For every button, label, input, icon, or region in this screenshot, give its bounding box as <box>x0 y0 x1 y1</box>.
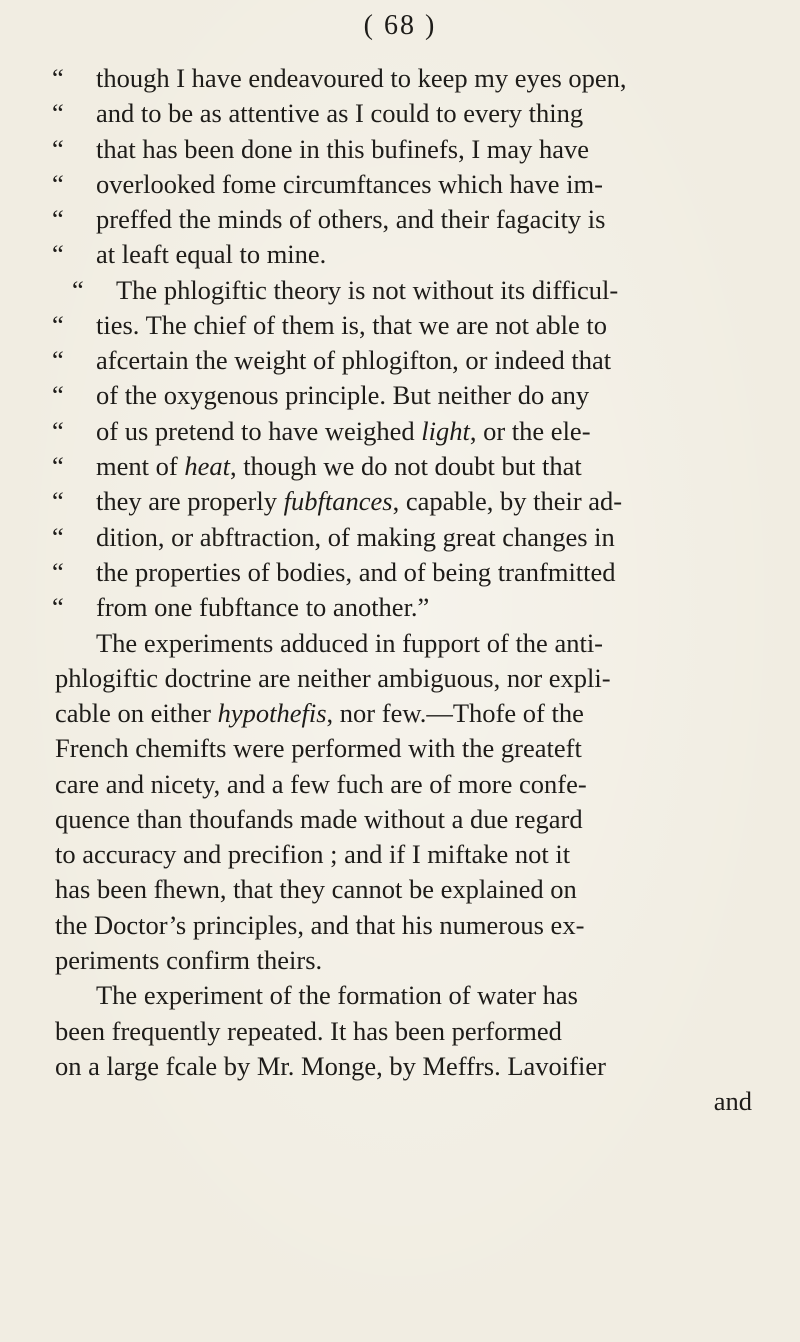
line-text: the Doctor’s principles, and that his numerous ex- <box>55 910 585 940</box>
text-line <box>0 411 800 451</box>
line-text: that has been done in this bufinefs, I may have <box>96 134 590 164</box>
open-quote: “ <box>52 239 64 269</box>
line-text: ties. The chief of them is, that we are not able to <box>96 310 607 340</box>
line-text: preffed the minds of others, and their fagacity is <box>96 204 606 234</box>
text-line <box>0 199 800 239</box>
text-line <box>0 658 800 698</box>
line-text: been frequently repeated. It has been performed <box>55 1016 562 1046</box>
open-quote: “ <box>72 275 84 305</box>
line-text: to accuracy and precifion ; and if I miftake not it <box>55 839 571 869</box>
text-line <box>0 587 800 627</box>
text-line <box>0 834 800 874</box>
text-line <box>0 693 800 733</box>
line-text: on a large fcale by Mr. Monge, by Meffrs. Lavoifier <box>55 1051 606 1081</box>
text-line <box>0 375 800 415</box>
text-line <box>0 1046 800 1086</box>
line-text: has been fhewn, that they cannot be explained on <box>55 874 577 904</box>
line-text: quence than thoufands made without a due regard <box>55 804 583 834</box>
text-line <box>0 234 800 274</box>
line-text: overlooked fome circumftances which have im- <box>96 169 603 199</box>
line-text: and to be as attentive as I could to every thing <box>96 98 584 128</box>
text-line <box>0 940 800 980</box>
open-quote: “ <box>52 522 64 552</box>
line-text: from one fubftance to another.” <box>96 592 430 622</box>
line-text: dition, or abftraction, of making great changes in <box>96 522 615 552</box>
text-line <box>0 764 800 804</box>
line-text: French chemifts were performed with the greateft <box>55 733 582 763</box>
page-number-header: ( 68 ) <box>363 10 437 41</box>
open-quote: “ <box>52 557 64 587</box>
text-line <box>0 517 800 557</box>
text-line <box>0 728 800 768</box>
text-line <box>0 481 800 521</box>
open-quote: “ <box>52 134 64 164</box>
italic-word: heat <box>184 451 230 481</box>
open-quote: “ <box>52 98 64 128</box>
line-text: periments confirm theirs. <box>55 945 323 975</box>
catchword-line <box>0 1081 800 1121</box>
catchword: and <box>713 1086 752 1116</box>
line-text: ment of heat, though we do not doubt but that <box>96 451 582 481</box>
line-text: the properties of bodies, and of being tranfmitted <box>96 557 616 587</box>
text-line <box>0 1011 800 1051</box>
text-line <box>0 305 800 345</box>
text-line <box>0 905 800 945</box>
text-line <box>0 623 800 663</box>
line-text: care and nicety, and a few fuch are of more confe- <box>55 769 587 799</box>
text-line <box>0 93 800 133</box>
open-quote: “ <box>52 486 64 516</box>
italic-word: fubftances <box>283 486 393 516</box>
open-quote: “ <box>52 169 64 199</box>
open-quote: “ <box>52 310 64 340</box>
line-text: The experiment of the formation of water has <box>96 980 578 1010</box>
line-text: The experiments adduced in fupport of the anti- <box>96 628 604 658</box>
line-text: cable on either hypothefis, nor few.—Thofe of the <box>55 698 584 728</box>
text-line <box>0 58 800 98</box>
text-line <box>0 164 800 204</box>
text-line <box>0 129 800 169</box>
line-text: at leaft equal to mine. <box>96 239 327 269</box>
italic-word: hypothefis <box>217 698 327 728</box>
text-line <box>0 975 800 1015</box>
italic-word: light <box>421 416 470 446</box>
line-text: afcertain the weight of phlogifton, or indeed that <box>96 345 612 375</box>
text-line <box>0 446 800 486</box>
open-quote: “ <box>52 416 64 446</box>
line-text: of us pretend to have weighed light, or the ele- <box>96 416 591 446</box>
open-quote: “ <box>52 451 64 481</box>
line-text: of the oxygenous principle. But neither do any <box>96 380 590 410</box>
line-text: The phlogiftic theory is not without its difficul- <box>116 275 619 305</box>
line-text: phlogiftic doctrine are neither ambiguous, nor expli- <box>55 663 611 693</box>
open-quote: “ <box>52 380 64 410</box>
text-line <box>0 869 800 909</box>
open-quote: “ <box>52 592 64 622</box>
open-quote: “ <box>52 204 64 234</box>
open-quote: “ <box>52 63 64 93</box>
line-text: though I have endeavoured to keep my eyes open, <box>96 63 627 93</box>
text-line <box>0 552 800 592</box>
open-quote: “ <box>52 345 64 375</box>
text-line <box>0 270 800 310</box>
line-text: they are properly fubftances, capable, by their ad- <box>96 486 623 516</box>
text-line <box>0 340 800 380</box>
text-line <box>0 799 800 839</box>
